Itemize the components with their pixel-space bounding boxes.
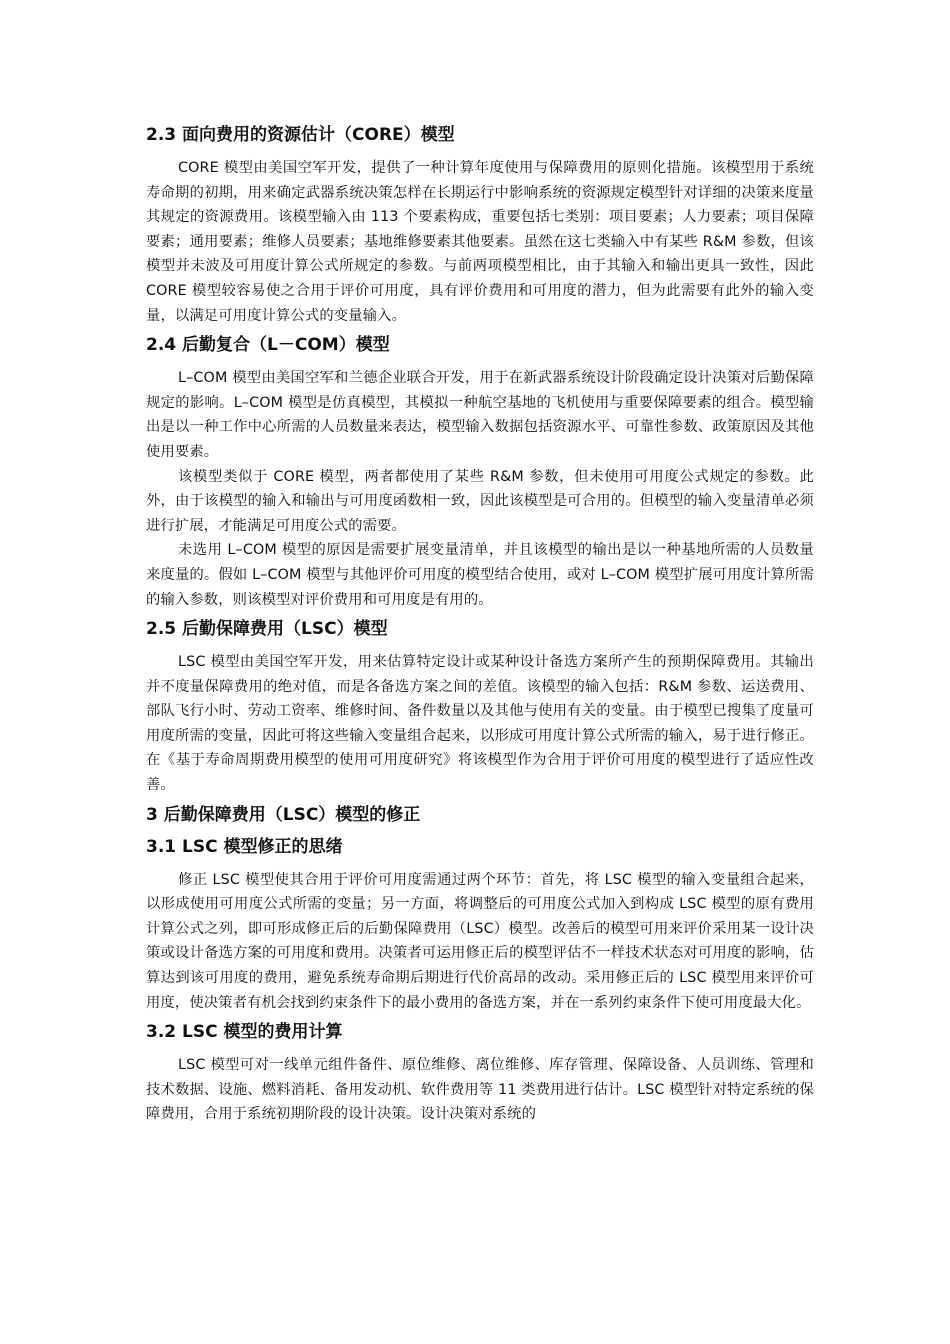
paragraph-lsc-model: LSC 模型由美国空军开发，用来估算特定设计或某种设计备选方案所产生的预期保障费用。其输出并不度量保障费用的绝对值，而是各备选方案之间的差值。该模型的输入包括：R&M 参数、运送费用、部队飞行小时、劳动工资率、维修时间、备件数量以及其他与使用有关的变量。由于模型已搜集了度量可用度所需的变量，因此可将这些输入变量组合起来，以形成可用度计算公式所需的输入，易于进行修正。在《基于寿命周期费用模型的使用可用度研究》将该模型作为合用于评价可用度的模型进行了适应性改善。 [146,654,814,794]
paragraph-lsc-cost: LSC 模型可对一线单元组件备件、原位维修、离位维修、库存管理、保障设备、人员训练、管理和技术数据、设施、燃料消耗、备用发动机、软件费用等 11 类费用进行估计。LSC 模型针对特定系统的保障费用，合用于系统初期阶段的设计决策。设计决策对系统的 [146,1057,814,1123]
paragraph-lcom-intro: L–COM 模型由美国空军和兰德企业联合开发，用于在新武器系统设计阶段确定设计决策对后勤保障规定的影响。L–COM 模型是仿真模型，其模拟一种航空基地的飞机使用与重要保障要素的组合。模型输出是以一种工作中心所需的人员数量来表达，模型输入数据包括资源水平、可靠性参数、政策原因及其他使用要素。 [146,370,814,460]
paragraph-lcom-reason: 未选用 L–COM 模型的原因是需要扩展变量清单，并且该模型的输出是以一种基地所需的人员数量来度量的。假如 L–COM 模型与其他评价可用度的模型结合使用，或对 L–COM 模型扩展可用度计算所需的输入参数，则该模型对评价费用和可用度是有用的。 [146,542,814,608]
paragraph-core-model: CORE 模型由美国空军开发，提供了一种计算年度使用与保障费用的原则化措施。该模型用于系统寿命期的初期，用来确定武器系统决策怎样在长期运行中影响系统的资源规定模型针对详细的决策来度量其规定的资源费用。该模型输入由 113 个要素构成，重要包括七类别：项目要素；人力要素；项目保障要素；通用要素；维修人员要素；基地维修要素其他要素。虽然在这七类输入中有某些 R&M 参数，但该模型并未波及可用度计算公式所规定的参数。与前两项模型相比，由于其输入和输出更具一致性，因此 CORE 模型较容易使之合用于评价可用度，具有评价费用和可用度的潜力，但为此需要有此外的输入变量，以满足可用度计算公式的变量输入。 [146,160,814,324]
section-heading-2-3: 2.3 面向费用的资源估计（CORE）模型 [146,125,455,145]
document-body [146,124,814,1127]
paragraph-lsc-revision: 修正 LSC 模型使其合用于评价可用度需通过两个环节：首先，将 LSC 模型的输入变量组合起来，以形成使用可用度公式所需的变量；另一方面，将调整后的可用度公式加入到构成 LSC 模型的原有费用计算公式之列，即可形成修正后的后勤保障费用（LSC）模型。改善后的模型可用来评价采用某一设计决策或设计备选方案的可用度和费用。决策者可运用修正后的模型评估不一样技术状态对可用度的影响，估算达到该可用度的费用，避免系统寿命期后期进行代价高昂的改动。采用修正后的 LSC 模型用来评价可用度，使决策者有机会找到约束条件下的最小费用的备选方案，并在一系列约束条件下使可用度最大化。 [146,871,814,1011]
section-heading-2-5: 2.5 后勤保障费用（LSC）模型 [146,619,388,640]
section-heading-3: 3 后勤保障费用（LSC）模型的修正 [146,804,421,825]
section-heading-3-1: 3.1 LSC 模型修正的思绪 [146,836,343,857]
section-heading-3-2: 3.2 LSC 模型的费用计算 [146,1022,343,1043]
paragraph-lcom-compare: 该模型类似于 CORE 模型，两者都使用了某些 R&M 参数，但未使用可用度公式规定的参数。此外，由于该模型的输入和输出与可用度函数相一致，因此该模型是可合用的。但模型的输入变量清单必须进行扩展，才能满足可用度公式的需要。 [146,468,814,534]
section-heading-2-4: 2.4 后勤复合（L－COM）模型 [146,335,390,356]
